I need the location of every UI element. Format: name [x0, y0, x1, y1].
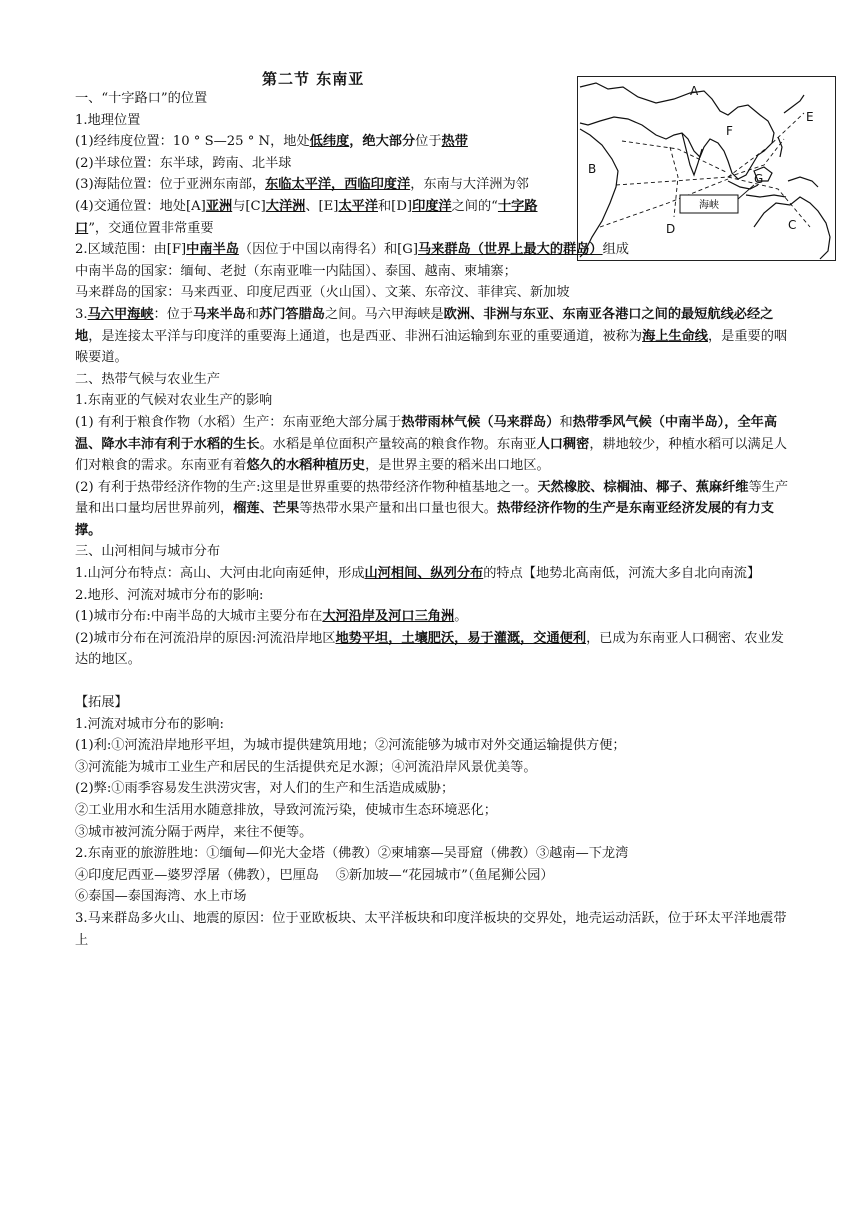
section-3-heading: 三、山河相间与城市分布	[75, 544, 221, 560]
page-title: 第二节 东南亚	[262, 70, 365, 88]
ext-line-2: (1)利:①河流沿岸地形平坦，为城市提供建筑用地；②河流能够为城市对外交通运输提供方便；	[75, 738, 626, 754]
ext-line-6: ③城市被河流分隔于两岸，来往不便等。	[75, 824, 313, 840]
document-body	[75, 88, 790, 951]
extension-heading: 【拓展】	[75, 695, 128, 711]
map-label-c: C	[788, 218, 797, 232]
s3-line-2: (2)城市分布在河流沿岸的原因:河流沿岸地区地势平坦，土壤肥沃，易于灌溉，交通便利，已成为东南亚人口稠密、农业发达的地区。	[75, 630, 784, 668]
s1-line-1: (1)经纬度位置：10 ° S—25 ° N，地处低纬度，绝大部分位于热带	[75, 134, 468, 150]
s1-sub2: 2.区域范围：由[F]中南半岛（因位于中国以南得名）和[G]马来群岛（世界上最大的群岛）组成	[75, 242, 629, 258]
ext-line-7: 2.东南亚的旅游胜地：①缅甸—仰光大金塔（佛教）②柬埔寨—吴哥窟（佛教）③越南—下龙湾	[75, 846, 629, 862]
new-guinea	[788, 177, 818, 187]
s2-para-2: (2) 有利于热带经济作物的生产:这里是世界重要的热带经济作物种植基地之一。天然橡胶、棕榈油、椰子、蕉麻纤维等生产量和出口量均居世界前列，榴莲、芒果等热带水果产量和出口量也很大。热带经济作物的生产是东南亚经济发展的有力支撑。	[75, 479, 789, 538]
s2-sub1: 1.东南亚的气候对农业生产的影响	[75, 393, 273, 409]
s3-sub2: 2.地形、河流对城市分布的影响:	[75, 587, 264, 603]
ext-line-1: 1.河流对城市分布的影响:	[75, 716, 224, 732]
map-label-g: G	[754, 172, 764, 186]
s1-line-6: 马来群岛的国家：马来西亚、印度尼西亚（火山国）、文莱、东帝汶、菲律宾、新加坡	[75, 285, 570, 301]
s1-line-5: 中南半岛的国家：缅甸、老挝（东南亚唯一内陆国）、泰国、越南、柬埔寨；	[75, 263, 517, 279]
map-label-b: B	[588, 162, 597, 176]
s1-line-2: (2)半球位置：东半球，跨南、北半球	[75, 155, 292, 171]
s2-para-1: (1) 有利于粮食作物（水稻）生产：东南亚绝大部分属于热带雨林气候（马来群岛）和热带季风气候（中南半岛），全年高温、降水丰沛有利于水稻的生长。水稻是单位面积产量较高的粮食作物。东南亚人口稠密，耕地较少，种植水稻可以满足人们对粮食的需求。东南亚有着悠久的水稻种植历史，是世界主要的稻米出口地区。	[75, 414, 788, 474]
s1-sub1: 1.地理位置	[75, 112, 141, 128]
s1-line-3: (3)海陆位置：位于亚洲东南部，东临太平洋，西临印度洋，东南与大洋洲为邻	[75, 177, 529, 193]
s1-sub3: 3.马六甲海峡：位于马来半岛和苏门答腊岛之间。马六甲海峡是欧洲、非洲与东亚、东南亚各港口之间的最短航线必经之地，是连接太平洋与印度洋的重要海上通道，也是西亚、非洲石油运输到东亚的重要通道，被称为海上生命线，是重要的咽喉要道。	[75, 306, 788, 366]
ext-line-9: ⑥泰国—泰国海湾、水上市场	[75, 889, 247, 905]
ext-line-8: ④印度尼西亚—婆罗浮屠（佛教），巴厘岛 ⑤新加坡—“花园城市”（鱼尾狮公园）	[75, 867, 554, 883]
ext-line-5: ②工业用水和生活用水随意排放，导致河流污染，使城市生态环境恶化；	[75, 803, 497, 818]
strait-label: 海峡	[699, 200, 719, 211]
section-1-heading: 一、“十字路口”的位置	[75, 91, 208, 106]
ext-line-3: ③河流能为城市工业生产和居民的生活提供充足水源；④河流沿岸风景优美等。	[75, 759, 537, 775]
s3-line-1: (1)城市分布:中南半岛的大城市主要分布在大河沿岸及河口三角洲。	[75, 609, 468, 625]
map-label-f: F	[726, 124, 733, 138]
s1-line-4: (4)交通位置：地处[A]亚洲与[C]大洋洲、[E]太平洋和[D]印度洋之间的“十字路口”，交通位置非常重要	[75, 198, 538, 236]
ext-line-4: (2)弊:①雨季容易发生洪涝灾害，对人们的生产和生活造成威胁；	[75, 781, 455, 797]
ext-line-10: 3.马来群岛多火山、地震的原因：位于亚欧板块、太平洋板块和印度洋板块的交界处，地壳运动活跃，位于环太平洋地震带上	[75, 910, 787, 948]
map-label-e: E	[806, 110, 814, 124]
spacer	[75, 671, 790, 692]
section-2-heading: 二、热带气候与农业生产	[75, 371, 221, 387]
map-label-a: A	[690, 84, 699, 98]
s3-para-1: 1.山河分布特点：高山、大河由北向南延伸，形成山河相间、纵列分布的特点【地势北高南低，河流大多自北向南流】	[75, 566, 761, 582]
map-label-d: D	[666, 222, 676, 236]
